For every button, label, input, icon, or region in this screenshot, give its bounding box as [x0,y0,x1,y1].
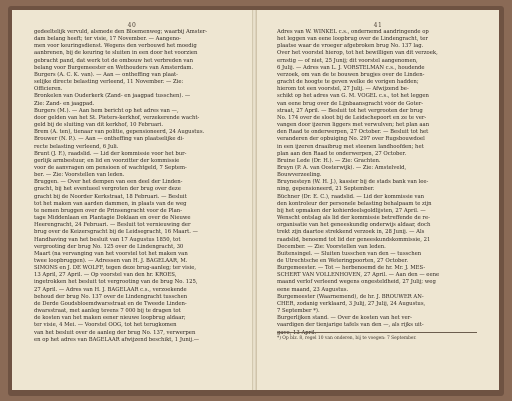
text-line: Brunt (J. F.), raadslid. — Lid der kommissie voor het bur- [34,150,187,157]
text-line: van eene brug over de Lijnbaansgracht vóór de Goter- [277,100,424,107]
text-line: den Raad te onderwerpen, 27 October. — Besluit tot het [277,129,429,136]
text-line: 27 April. — Adres van H. J. BAGELAAR c.s., verzoekende [34,286,187,293]
text-line: 7 September *). [277,308,320,315]
text-line: gracht de hoogte te geven welke de vorigen hadden; [277,79,419,86]
text-line: gracht bij de Noorder Kerkstraat, 18 Februari. — Besluit [34,193,187,200]
text-line: Wenscht ontslag als lid der kommissie betreffende de re- [277,215,430,222]
text-line: maand verlof verleend wegens ongesteldheid, 27 Julij; weg [277,279,436,286]
text-line: verzoek, om van de te bouwen brugjes over de Linden- [277,71,425,78]
text-line: en op het adres van BAGELAAR afwijzend beschikt, 1 Junij.— [34,336,200,343]
text-line: gracht, bij het eventueel vergroten der brug over deze [34,186,181,193]
text-line: gebracht pand, dat werk tot de ombouw het verbreden van [34,57,193,64]
right-page-text [277,29,477,337]
text-line: raadslid, benoemd tot lid der geneeskundskommissie, 21 [277,236,431,243]
text-line: Officieren. [34,86,63,93]
text-line: bij het opmaken der kohierdeelsgoldlijsten, 27 April. — [277,207,426,214]
text-line: de kosten van het maken eener nieuwe loopbrug aldaar; [34,315,186,322]
text-line: Büchner (Dr. E. C.), raadslid. — Lid der kommissie van [277,193,425,200]
text-line: gerlijk armbestuur, en lid en voorzitter der kommissie [34,157,180,164]
text-line: dwarsstraat, met aanleg tevens 7 000 bij te dragen tot [34,308,181,315]
text-line: Bruyn (P. A. van Oosterwijk). — Zie: Amstelveld, [277,164,407,171]
text-line: men voor keuringsdienst. Wegens den verbouwd het moedig [34,43,197,50]
text-line: ernstig — of niet, 25 Junij; dit voorstel aangenomen, [277,57,418,64]
text-line: Brem (A. ten), tienaar van politie, gepensioneerd, 24 Augustus. [34,129,205,136]
text-line: 6 Julij. — Adres van L. J. VORSTELMAN c.s., houdende [277,64,425,71]
right-page [257,10,499,390]
text-line: SIMONS en J. DE WOLFF, tegen deze brug-aanleg; ter visie, [34,265,197,272]
text-line: ber. — Zie: Voorstellen van leden. [34,172,125,179]
text-line: Zie: Zand- en jaagpad. [34,100,95,107]
text-line: vergrooting der brug No. 125 over de Lindengracht, 30 [34,243,184,250]
text-line: Heerengracht, 24 Februari. — Besluit tot vernieuwing der [34,222,191,229]
text-line: vaardigen der tienjarige tafels van den —, als rijks uit- [277,322,424,329]
page-number-left: 40 [127,22,137,29]
text-line: brug over de Keizersgracht bij de Leidsegracht, 16 Maart. — [34,229,198,236]
text-line: Handhaving van het besluit van 17 Augustus 1850, tot [34,236,181,243]
text-line: dam belang heeft; ter visie, 17 November. — Aangeno- [34,36,181,43]
text-line: CHER, zodanig verklaard, 3 Julij, 27 Julij, 24 Augustus, [277,300,426,307]
text-line: Bronkelen van Ouderkerk (Zand- en jaagpad tusschen). — [34,93,191,100]
text-line: Brouwer (N. P.). — Aan — ontheffing van plaatselijke di- [34,136,185,143]
text-line: selijke directe belasting verleend, 11 November. — Zie: [34,79,184,86]
text-line: Bruine Lede (Dr. H.). — Zie: Grachten. [277,157,381,164]
text-line: de Utrechtsche en Weteringpoorten, 27 October. [277,258,409,264]
text-line: behoud der brug No. 137 over de Lindengracht tusschen [34,293,188,300]
text-line: Bruynesteyn (W. H. J.), kassier bij de stads bank van lee- [277,179,429,186]
text-line: schikt op het adres van G. M. VOGEL c.s., tot het leggen [277,93,429,100]
text-line: Bouwverzeeling. [277,172,322,179]
left-page [12,10,253,390]
text-line: voor de aanvragen om pensioen of wachtgeld, 7 Septem- [34,164,187,171]
text-line: van het besluit over de aanleg der brug No. 137, verwerpen [34,329,196,336]
text-line: December. — Zie: Voorstellen van leden. [277,243,386,250]
text-line: tot het maken van aarden dammen, in plaats van de weg [34,200,187,207]
text-line: ning, gepensioneerd, 21 September. [277,186,375,193]
text-line: de Derde Goudsbloemdwarsstraat en de Tweede Linden- [34,300,187,307]
text-line: Burgemeester. — Tot — herbenoemd de hr. Mr. J. MES- [277,265,426,272]
text-line: Burgemeester (Waarnemend), de hr. J. BROUWER AN- [277,293,424,300]
text-line: No. 174 over de sloot bij de Leidschepoort en ze te ver- [277,114,427,121]
text-line: gedeeltelijk vervuld, alsmede den Bloemenweg; waarbij Amster- [34,29,208,35]
text-line: plaatse waar de vroeger afgebroken brug No. 137 lag. [277,43,424,50]
text-line: het leggen van eene loopbrug over de Lindengracht, ter [277,36,428,43]
text-line: in een ijzeren draaibrug met steenen landhoofden; het [277,143,424,150]
text-line: Over het voorstel hierop, tot het bewilligen van dit verzoek, [277,50,438,57]
text-line: organisatie van het geneeskundig onderwijs aldaar, doch [277,222,431,229]
text-line: 13 April, 27 April. — Op voorstel van den hr. KROES, [34,272,177,279]
text-line: aanbrenen, bij de keuring te sluiten in een door het voorzien [34,50,198,57]
text-line: Maart (na vervanging van het voorstel tot het maken van [34,250,188,257]
page-number-right: 41 [373,22,383,29]
text-line: gave, 13 April. [277,329,317,336]
text-line: twee loopbruggen). — Adressen van H. J. BAGELAAR, M. [34,258,188,264]
text-line: hierom tot een voorstel, 27 Julij. — Afwijzend be- [277,86,409,93]
text-line: door gelden van het St. Pieters-kerkhof, verzekerende wacht- [34,114,200,121]
text-line: Adres van W. WINKEL c.s., ondernemd aandringende op [277,29,429,35]
text-line: Bruggen. — Over het dempen van een deel der Linden- [34,179,183,186]
text-line: ter visie, 4 Mei. — Voorstel OOG, tot het terugkomen [34,322,177,329]
text-line: trekt zijn daartoe strekkend verzoek in, 28 Junij. — Als [277,229,425,236]
text-line: ingetrokken het besluit tot vergrooting van de brug No. 125, [34,279,198,286]
text-line: Burgers (A. C. K. van). — Aan — ontheffing van plaat- [34,71,178,78]
text-line: eene maand, 23 Augustus. [277,286,349,293]
text-line: belang voor Burgemeester en Wethouders van Amsterdam. [34,64,194,71]
footnote: *) Op blz. 8, regel 10 van onderen, bij te voegen: 7 September. [277,332,477,342]
left-page-text [34,29,234,344]
text-line: plan aan den Raad te onderwerpen, 27 October. [277,150,407,157]
text-line: den kontroleur der personele belasting behalpaam te zijn [277,200,432,207]
text-line: SCHERT VAN VOLLENHOVEN, 27 April. — Aan den — eene [277,272,440,279]
text-line: te nemen bruggen over de Prinsengracht voor de Plan- [34,207,182,214]
text-line: vangen door ijzeren liggers met verwulven; het plan aan [277,122,430,129]
text-line: Buitensingel. — Sluiten tusschen van den — tusschen [277,250,422,257]
open-book [8,6,504,396]
text-line: Burgers (M.). — Aan hem bericht op het adres van —, [34,107,179,114]
text-line: recte belasting verleend, 6 Juli. [34,143,119,150]
text-line: Burgerlijken stand. — Over de kosten van het ver- [277,315,412,322]
text-line: straat, 27 April. — Besluit tot het vergrooten der brug [277,107,423,114]
text-line: veranderen der opbuiging No. 297 over Rugsbouwdoel [277,136,425,143]
text-line: geld bij de sluiting van dit kerkhof, 10 Februari. [34,122,164,129]
text-line: tage Middenlaan en Plantagie Doklaan en over de Nieuwe [34,215,191,222]
